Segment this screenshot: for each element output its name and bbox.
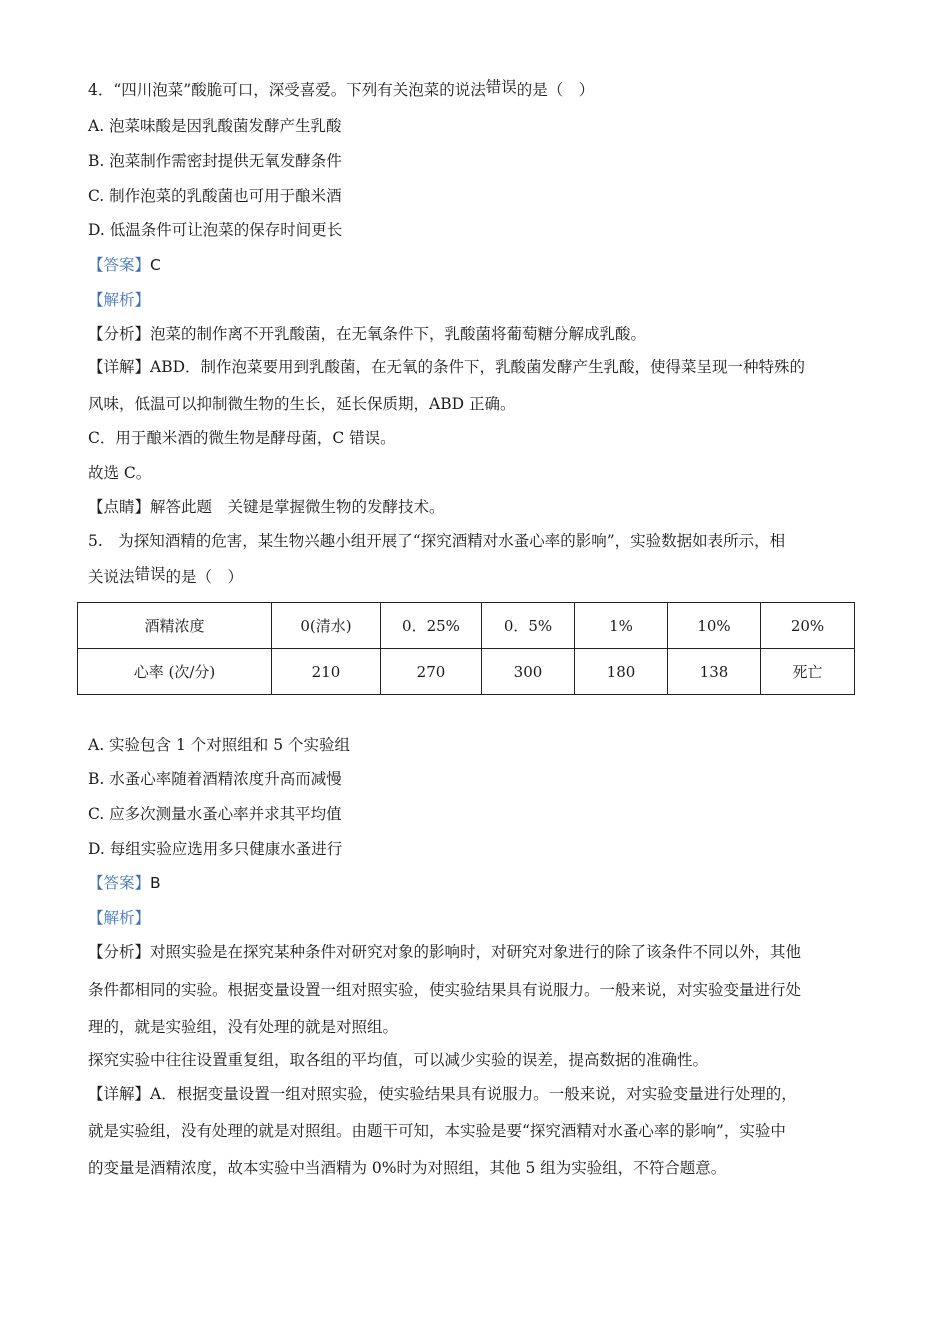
table-cell: 270 xyxy=(381,649,482,695)
q5-fenxi-2: 条件都相同的实验。根据变量设置一组对照实验，使实验结果具有说服力。一般来说，对实验变量进行处 xyxy=(88,981,802,999)
table-header-row xyxy=(78,603,855,649)
table-cell: 300 xyxy=(482,649,575,695)
q4-answer xyxy=(88,255,161,275)
q5-option-b: B. 水蚤心率随着酒精浓度升高而减慢 xyxy=(88,770,342,788)
q5-fenxi-4: 探究实验中往往设置重复组，取各组的平均值，可以减少实验的误差，提高数据的准确性。 xyxy=(88,1051,709,1069)
q5-xiangjie-3: 的变量是酒精浓度，故本实验中当酒精为 0%时为对照组，其他 5 组为实验组，不符合题意。 xyxy=(88,1159,727,1177)
q5-fenxi-1: 【分析】对照实验是在探究某种条件对研究对象的影响时，对研究对象进行的除了该条件不同以外，其他 xyxy=(88,943,802,961)
table-cell: 138 xyxy=(668,649,761,695)
table-cell: 10% xyxy=(668,603,761,649)
data-table xyxy=(77,602,855,695)
q4-option-d: D. 低温条件可让泡菜的保存时间更长 xyxy=(88,221,343,239)
table-cell: 1% xyxy=(575,603,668,649)
table-row xyxy=(78,649,855,695)
q4-answer-value: C xyxy=(150,256,161,274)
q5-stem-1: 5. 为探知酒精的危害，某生物兴趣小组开展了“探究酒精对水蚤心率的影响”，实验数据如表所示，相 xyxy=(88,532,786,550)
q4-dianjing: 【点睛】解答此题 关键是掌握微生物的发酵技术。 xyxy=(88,498,445,516)
q4-xiangjie-3: C．用于酿米酒的微生物是酵母菌，C 错误。 xyxy=(88,429,396,447)
table-cell: 死亡 xyxy=(761,649,855,695)
q4-answer-tag: 【答案】 xyxy=(88,256,151,274)
q5-answer xyxy=(88,873,161,893)
q4-conclusion: 故选 C。 xyxy=(88,464,152,482)
q5-stem-2: 关说法错误的是（ ） xyxy=(88,565,244,586)
table-cell: 酒精浓度 xyxy=(78,603,272,649)
q4-option-a: A. 泡菜味酸是因乳酸菌发酵产生乳酸 xyxy=(88,117,342,135)
table-cell: 180 xyxy=(575,649,668,695)
table-cell: 0．5% xyxy=(482,603,575,649)
q4-xiangjie-2: 风味，低温可以抑制微生物的生长，延长保质期，ABD 正确。 xyxy=(88,395,516,413)
q4-stem-emphasis: 错误 xyxy=(485,78,517,96)
q4-option-c: C. 制作泡菜的乳酸菌也可用于酿米酒 xyxy=(88,187,342,205)
q4-fenxi: 【分析】泡菜的制作离不开乳酸菌，在无氧条件下，乳酸菌将葡萄糖分解成乳酸。 xyxy=(88,325,647,343)
q5-option-a: A. 实验包含 1 个对照组和 5 个实验组 xyxy=(88,736,350,754)
q5-analysis-tag: 【解析】 xyxy=(88,909,151,927)
q4-analysis-tag: 【解析】 xyxy=(88,291,151,309)
q5-xiangjie-2: 就是实验组，没有处理的就是对照组。由题干可知，本实验是要“探究酒精对水蚤心率的影响”，实验中 xyxy=(88,1122,786,1140)
q5-xiangjie-1: 【详解】A．根据变量设置一组对照实验，使实验结果具有说服力。一般来说，对实验变量进行处理的， xyxy=(88,1085,797,1103)
q4-stem: 4．“四川泡菜”酸脆可口，深受喜爱。下列有关泡菜的说法错误的是（ ） xyxy=(88,78,595,99)
table-cell: 0(清水) xyxy=(272,603,381,649)
table-cell: 心率 (次/分) xyxy=(78,649,272,695)
q5-option-d: D. 每组实验应选用多只健康水蚤进行 xyxy=(88,840,343,858)
table-cell: 0．25% xyxy=(381,603,482,649)
q5-option-c: C. 应多次测量水蚤心率并求其平均值 xyxy=(88,805,342,823)
q5-answer-value: B xyxy=(150,874,161,892)
q5-fenxi-3: 理的，就是实验组，没有处理的就是对照组。 xyxy=(88,1018,399,1036)
q4-option-b: B. 泡菜制作需密封提供无氧发酵条件 xyxy=(88,152,342,170)
q5-stem-emphasis: 错误 xyxy=(134,565,166,583)
table-cell: 20% xyxy=(761,603,855,649)
q5-answer-tag: 【答案】 xyxy=(88,874,151,892)
table-cell: 210 xyxy=(272,649,381,695)
q4-xiangjie-1: 【详解】ABD．制作泡菜要用到乳酸菌，在无氧的条件下，乳酸菌发酵产生乳酸，使得菜呈现一种特殊的 xyxy=(88,358,806,376)
